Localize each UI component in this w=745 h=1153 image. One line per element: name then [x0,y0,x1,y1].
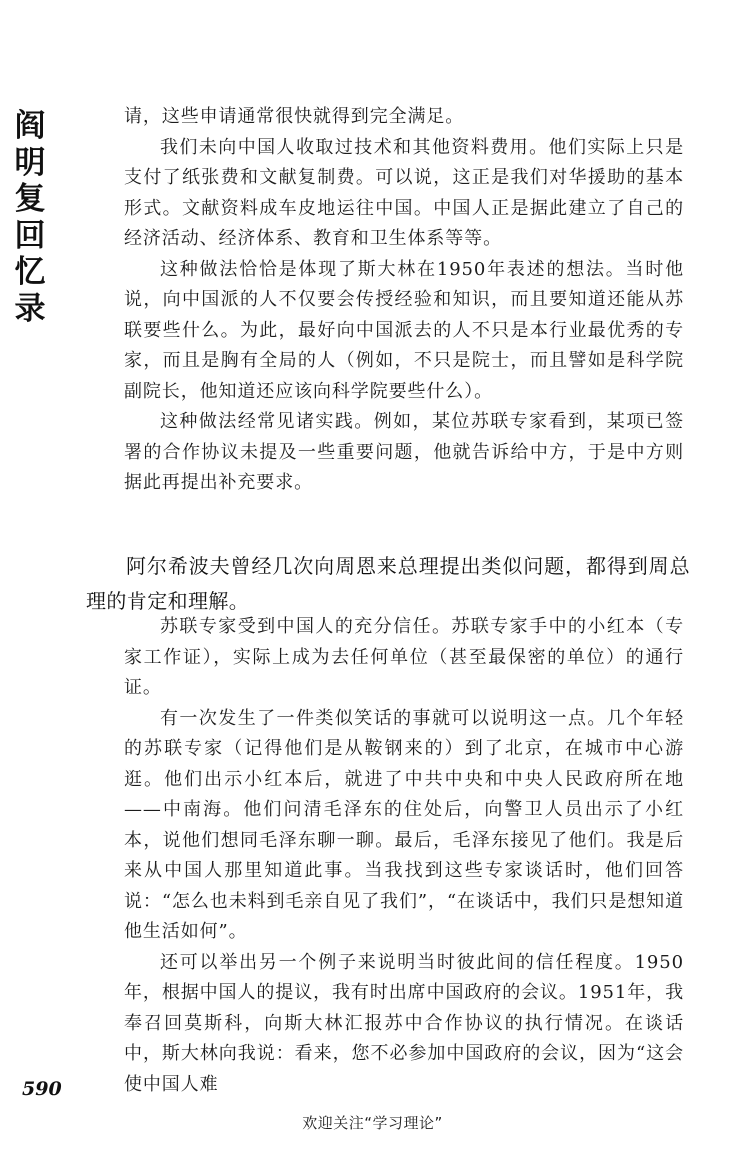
side-title-char: 复 [14,181,46,218]
paragraph: 有一次发生了一件类似笑话的事就可以说明这一点。几个年轻的苏联专家（记得他们是从鞍钢来的）到了北京，在城市中心游逛。他们出示小红本后，就进了中共中央和中央人民政府所在地——中南海。他们问清毛泽东的住处后，向警卫人员出示了小红本，说他们想同毛泽东聊一聊。最后，毛泽东接见了他们。我是后来从中国人那里知道此事。当我找到这些专家谈话时，他们回答说：“怎么也未料到毛亲自见了我们”，“在谈话中，我们只是想知道他生活如何”。 [124,707,684,942]
paragraph: 请，这些申请通常很快就得到完全满足。 [124,106,465,127]
side-title-char: 录 [14,290,46,327]
body-section-1 [124,102,684,499]
side-title-char: 明 [14,144,46,181]
paragraph: 这种做法经常见诸实践。例如，某位苏联专家看到，某项已签署的合作协议未提及一些重要问题，他就告诉给中方，于是中方则据此再提出补充要求。 [124,411,684,493]
body-section-2 [124,612,684,1100]
side-title-char: 回 [14,217,46,254]
side-title-char: 阎 [14,108,46,144]
side-title-char: 忆 [14,254,46,291]
book-side-title [8,108,52,327]
page-number: 590 [22,1078,62,1100]
paragraph: 这种做法恰恰是体现了斯大林在1950年表述的想法。当时他说，向中国派的人不仅要会传授经验和知识，而且要知道还能从苏联要些什么。为此，最好向中国派去的人不只是本行业最优秀的专家，而且是胸有全局的人（例如，不只是院士，而且譬如是科学院副院长，他知道还应该向科学院要些什么）。 [124,258,684,402]
paragraph: 我们未向中国人收取过技术和其他资料费用。他们实际上只是支付了纸张费和文献复制费。可以说，这正是我们对华援助的基本形式。文献资料成车皮地运往中国。中国人正是据此建立了自己的经济活动、经济体系、教育和卫生体系等等。 [124,136,684,249]
paragraph: 苏联专家受到中国人的充分信任。苏联专家手中的小红本（专家工作证），实际上成为去任何单位（甚至最保密的单位）的通行证。 [124,616,684,698]
paragraph: 还可以举出另一个例子来说明当时彼此间的信任程度。1950年，根据中国人的提议，我有时出席中国政府的会议。1951年，我奉召回莫斯科，向斯大林汇报苏中合作协议的执行情况。在谈话中，斯大林向我说：看来，您不必参加中国政府的会议，因为“这会使中国人难 [124,951,684,1095]
footer-text: 欢迎关注“学习理论” [302,1114,443,1132]
highlight-paragraph: 阿尔希波夫曾经几次向周恩来总理提出类似问题，都得到周总理的肯定和理解。 [86,554,690,613]
